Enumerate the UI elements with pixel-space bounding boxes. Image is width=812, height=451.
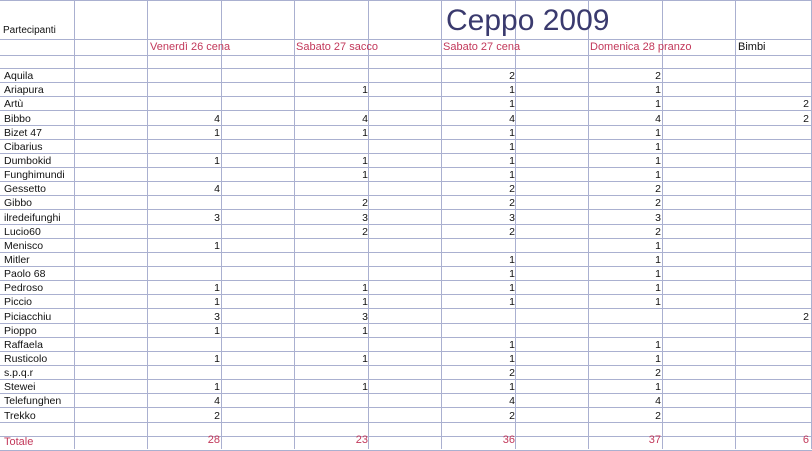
table-cell: 1 xyxy=(655,353,661,365)
column-header-sabato-cena: Sabato 27 cena xyxy=(443,41,521,53)
table-cell: 1 xyxy=(655,154,661,167)
table-cell: 1 xyxy=(362,154,368,167)
participant-name: Trekko xyxy=(4,409,36,422)
grid-hline xyxy=(0,436,812,437)
grid-hline xyxy=(0,422,812,423)
participant-name: Stewei xyxy=(4,381,36,394)
table-cell: 2 xyxy=(803,310,809,323)
participant-name: Paolo 68 xyxy=(4,268,46,281)
table-cell: 1 xyxy=(362,381,368,394)
grid-hline xyxy=(0,139,812,140)
total-domenica: 37 xyxy=(648,434,661,446)
participant-name: Telefunghen xyxy=(4,395,62,408)
table-cell: 2 xyxy=(509,70,515,82)
table-cell: 4 xyxy=(655,112,661,125)
table-cell: 1 xyxy=(509,353,515,365)
grid-hline xyxy=(0,308,812,309)
grid-hline xyxy=(0,110,812,111)
participant-name: ilredeifunghi xyxy=(4,211,61,224)
column-header-sabato-sacco: Sabato 27 sacco xyxy=(296,41,378,53)
grid-hline xyxy=(0,195,812,196)
table-cell: 2 xyxy=(803,112,809,125)
table-cell: 1 xyxy=(214,126,220,139)
participant-name: Piciacchiu xyxy=(4,310,52,323)
table-cell: 1 xyxy=(214,353,220,365)
grid-hline xyxy=(0,68,812,69)
participant-name: Menisco xyxy=(4,239,44,252)
column-header-domenica: Domenica 28 pranzo xyxy=(590,41,692,53)
table-cell: 2 xyxy=(655,197,661,210)
table-cell: 2 xyxy=(214,409,220,422)
table-cell: 1 xyxy=(655,381,661,394)
table-cell: 1 xyxy=(509,98,515,111)
table-cell: 3 xyxy=(214,211,220,224)
grid-hline xyxy=(0,82,812,83)
sheet-title: Ceppo 2009 xyxy=(446,4,610,37)
table-cell: 1 xyxy=(509,338,515,351)
total-sabato-cena: 36 xyxy=(502,434,515,446)
grid-hline xyxy=(0,0,812,1)
grid-hline xyxy=(0,55,812,56)
table-cell: 1 xyxy=(509,169,515,182)
table-cell: 3 xyxy=(509,211,515,224)
table-cell: 1 xyxy=(362,282,368,295)
table-cell: 1 xyxy=(509,381,515,394)
grid-hline xyxy=(0,238,812,239)
grid-hline xyxy=(0,294,812,295)
participant-name: Gessetto xyxy=(4,183,47,196)
table-cell: 1 xyxy=(509,84,515,97)
participants-header: Partecipanti xyxy=(3,25,56,36)
totals-label: Totale xyxy=(4,436,34,448)
table-cell: 1 xyxy=(655,84,661,97)
grid-hline xyxy=(0,393,812,394)
table-cell: 1 xyxy=(362,84,368,97)
grid-hline xyxy=(0,365,812,366)
table-cell: 2 xyxy=(509,367,515,380)
grid-hline xyxy=(0,181,812,182)
participant-name: Bizet 47 xyxy=(4,126,42,139)
table-cell: 1 xyxy=(214,324,220,337)
grid-hline xyxy=(0,337,812,338)
table-cell: 1 xyxy=(362,353,368,365)
participant-name: Raffaela xyxy=(4,338,43,351)
participant-name: Bibbo xyxy=(4,112,31,125)
table-cell: 1 xyxy=(214,239,220,252)
column-header-bimbi: Bimbi xyxy=(738,41,766,53)
participant-name: Piccio xyxy=(4,296,33,309)
participant-name: Dumbokid xyxy=(4,154,52,167)
table-cell: 3 xyxy=(362,310,368,323)
table-cell: 1 xyxy=(655,140,661,153)
table-cell: 2 xyxy=(362,197,368,210)
table-cell: 2 xyxy=(655,225,661,238)
table-cell: 2 xyxy=(509,225,515,238)
grid-hline xyxy=(0,39,812,40)
table-cell: 1 xyxy=(214,282,220,295)
table-cell: 1 xyxy=(214,296,220,309)
grid-hline xyxy=(0,351,812,352)
table-cell: 2 xyxy=(803,98,809,111)
table-cell: 1 xyxy=(655,254,661,266)
table-cell: 4 xyxy=(509,395,515,408)
participant-name: Artù xyxy=(4,98,24,111)
table-cell: 1 xyxy=(362,169,368,182)
table-cell: 1 xyxy=(655,338,661,351)
table-cell: 1 xyxy=(509,140,515,153)
grid-hline xyxy=(0,153,812,154)
table-cell: 3 xyxy=(655,211,661,224)
table-cell: 1 xyxy=(362,324,368,337)
table-cell: 3 xyxy=(214,310,220,323)
grid-hline xyxy=(0,209,812,210)
participant-name: s.p.q.r xyxy=(4,367,34,380)
table-cell: 2 xyxy=(362,225,368,238)
table-cell: 4 xyxy=(655,395,661,408)
table-cell: 4 xyxy=(509,112,515,125)
table-cell: 2 xyxy=(655,367,661,380)
table-cell: 1 xyxy=(655,169,661,182)
participant-name: Pedroso xyxy=(4,282,44,295)
table-cell: 2 xyxy=(655,409,661,422)
table-cell: 1 xyxy=(214,154,220,167)
total-venerdi: 28 xyxy=(207,434,220,446)
table-cell: 1 xyxy=(655,98,661,111)
grid-hline xyxy=(0,407,812,408)
table-cell: 1 xyxy=(362,126,368,139)
participant-name: Ariapura xyxy=(4,84,44,97)
table-cell: 1 xyxy=(509,296,515,309)
table-cell: 1 xyxy=(655,296,661,309)
participant-name: Pioppo xyxy=(4,324,37,337)
table-cell: 2 xyxy=(655,70,661,82)
grid-hline xyxy=(0,379,812,380)
grid-hline xyxy=(0,323,812,324)
grid-hline xyxy=(0,252,812,253)
participant-name: Mitler xyxy=(4,254,30,266)
participant-name: Cibarius xyxy=(4,140,43,153)
grid-hline xyxy=(0,167,812,168)
grid-hline xyxy=(0,280,812,281)
table-cell: 4 xyxy=(214,112,220,125)
grid-hline xyxy=(0,96,812,97)
participant-name: Funghimundi xyxy=(4,169,65,182)
table-cell: 1 xyxy=(509,268,515,281)
table-cell: 2 xyxy=(509,409,515,422)
table-cell: 1 xyxy=(655,268,661,281)
table-cell: 2 xyxy=(655,183,661,196)
table-cell: 1 xyxy=(509,282,515,295)
total-bimbi: 6 xyxy=(802,434,809,446)
grid-hline xyxy=(0,224,812,225)
participant-name: Lucio60 xyxy=(4,225,41,238)
table-cell: 4 xyxy=(362,112,368,125)
table-cell: 2 xyxy=(509,183,515,196)
grid-hline xyxy=(0,125,812,126)
table-cell: 1 xyxy=(214,381,220,394)
total-sabato-sacco: 23 xyxy=(355,434,368,446)
participant-name: Rusticolo xyxy=(4,353,48,365)
table-cell: 1 xyxy=(509,126,515,139)
participant-name: Aquila xyxy=(4,70,34,82)
table-cell: 3 xyxy=(362,211,368,224)
table-cell: 4 xyxy=(214,183,220,196)
table-cell: 2 xyxy=(509,197,515,210)
grid-hline xyxy=(0,266,812,267)
table-cell: 4 xyxy=(214,395,220,408)
participant-name: Gibbo xyxy=(4,197,33,210)
table-cell: 1 xyxy=(655,282,661,295)
table-cell: 1 xyxy=(655,239,661,252)
column-header-venerdi: Venerdì 26 cena xyxy=(150,41,231,53)
table-cell: 1 xyxy=(362,296,368,309)
table-cell: 1 xyxy=(509,254,515,266)
table-cell: 1 xyxy=(509,154,515,167)
table-cell: 1 xyxy=(655,126,661,139)
